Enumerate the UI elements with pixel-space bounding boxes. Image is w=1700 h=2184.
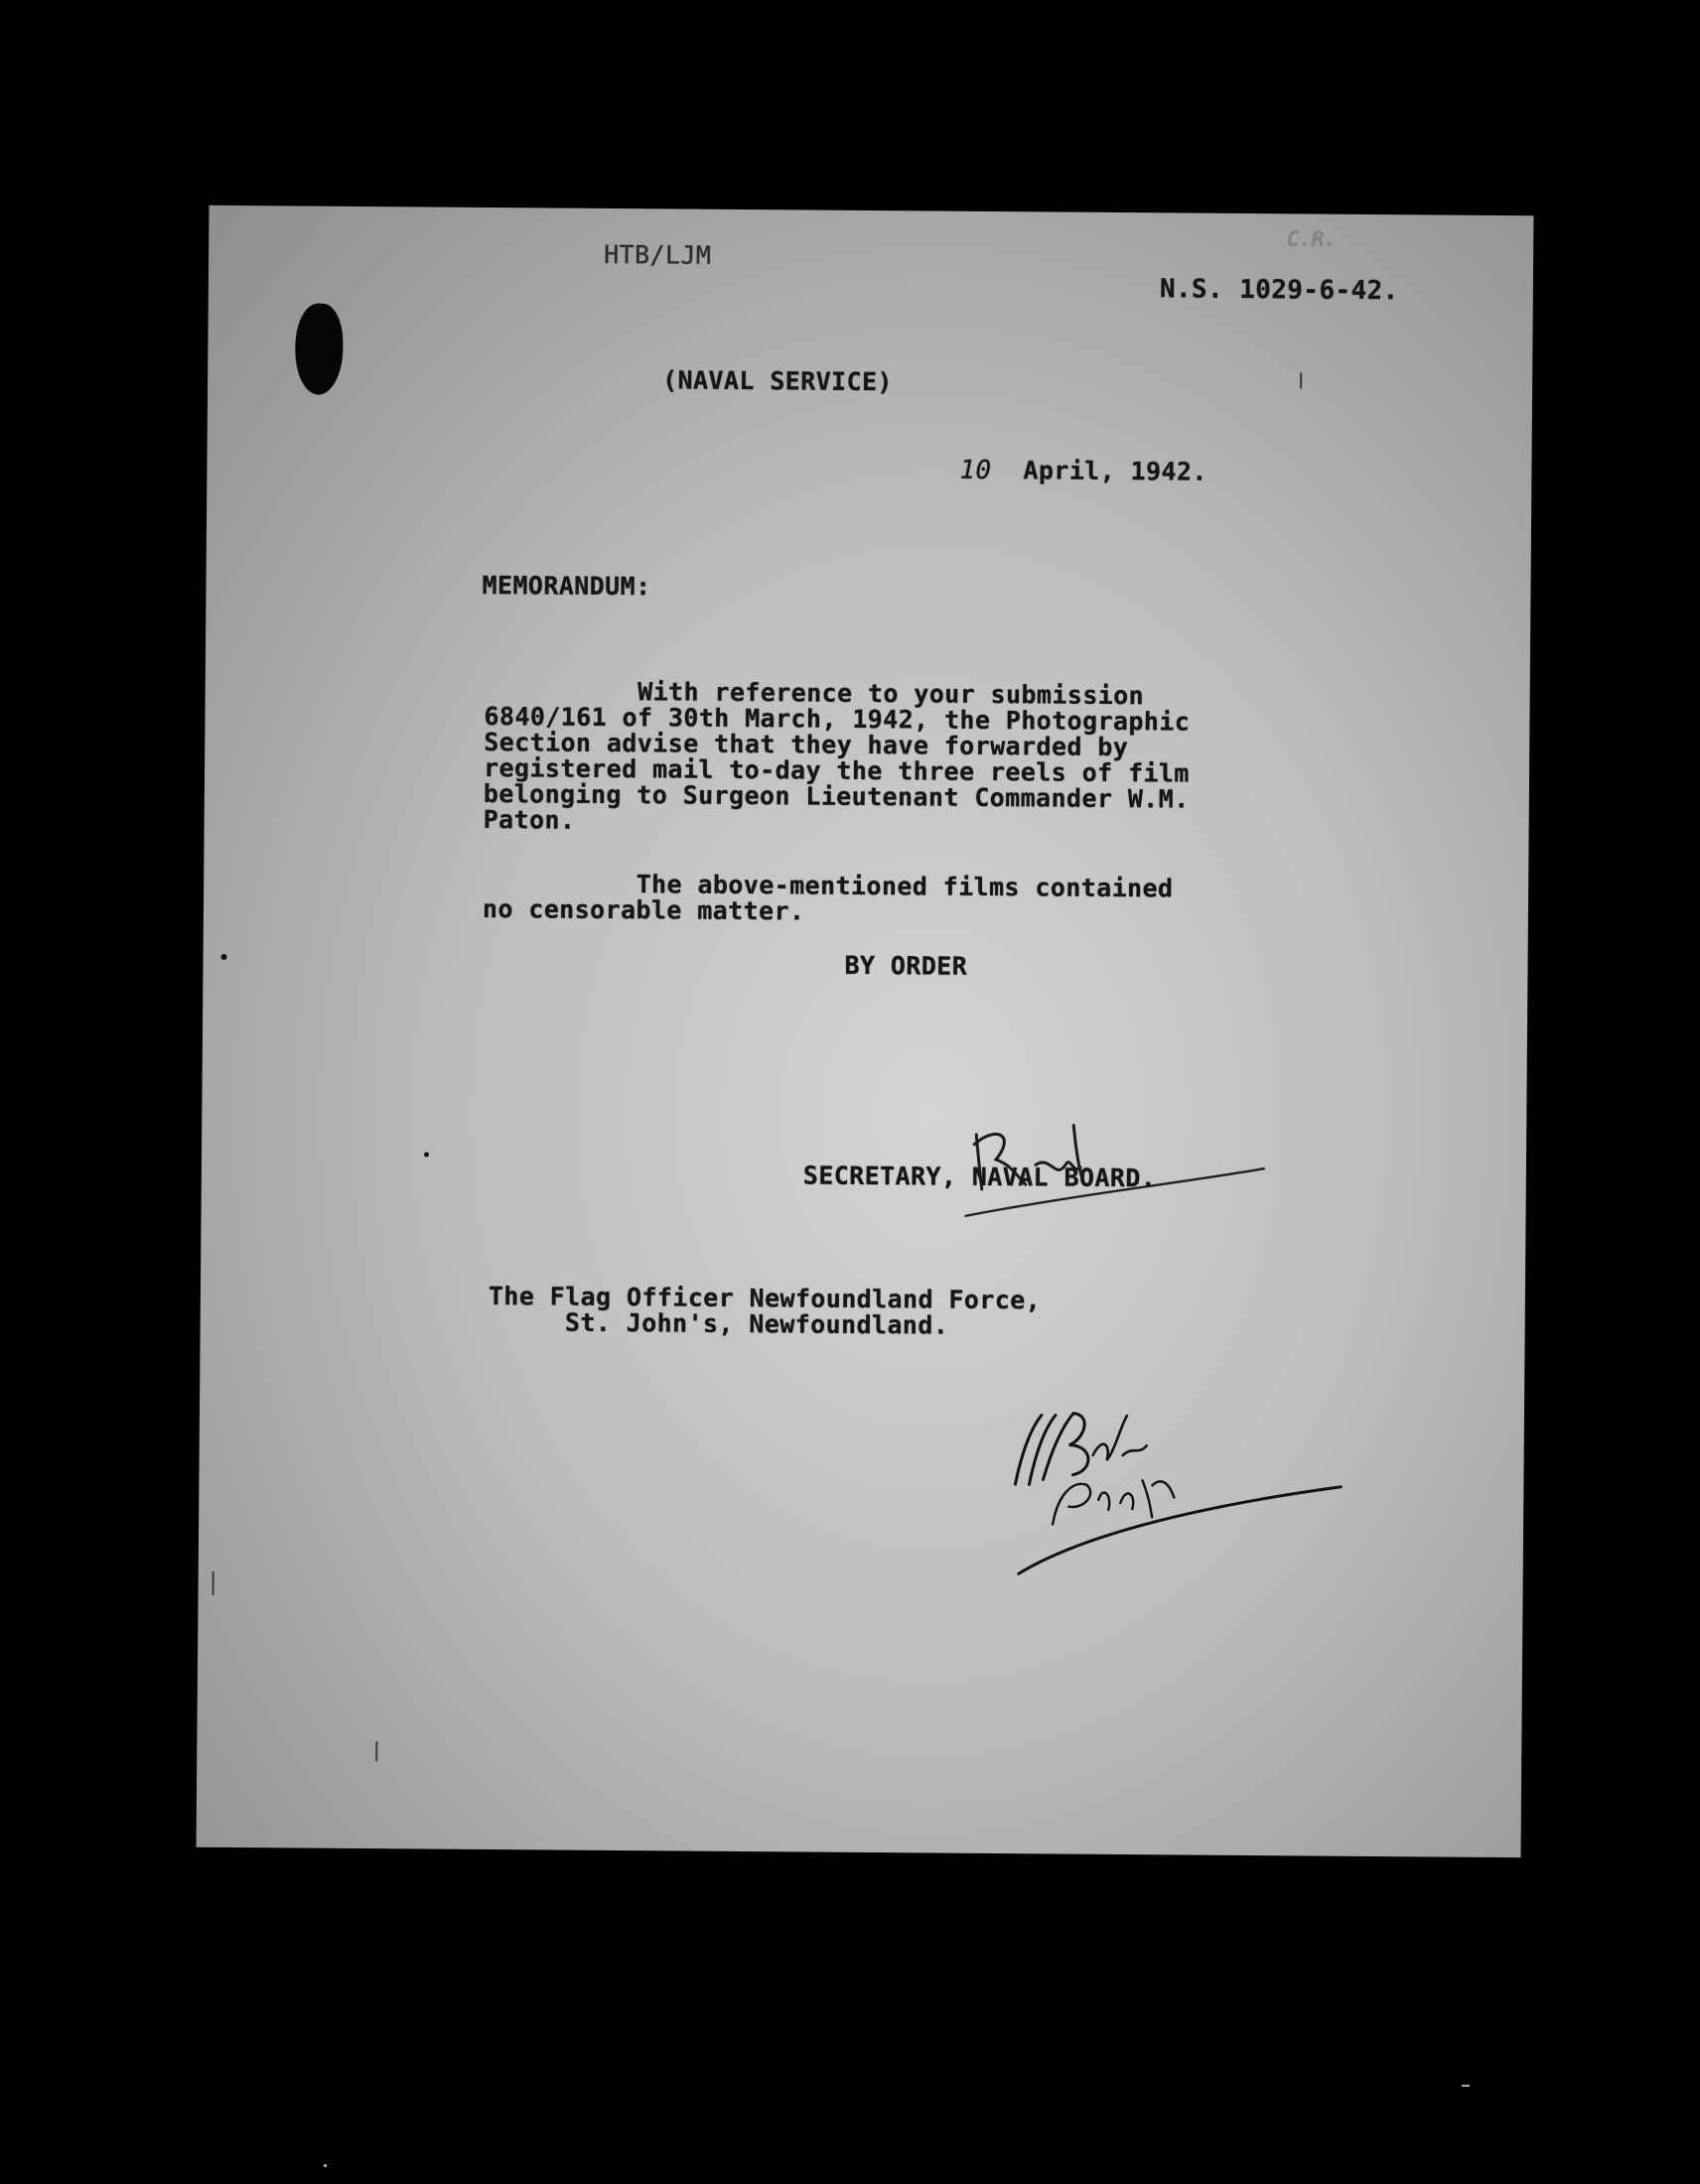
paragraph-2-line: no censorable matter. <box>482 893 805 926</box>
service-heading: (NAVAL SERVICE) <box>662 365 894 397</box>
memorandum-label: MEMORANDUM: <box>482 570 651 602</box>
corner-note: C.R. <box>1287 226 1338 251</box>
scan-mark <box>212 1571 214 1595</box>
memo-date: April, 1942. <box>1023 456 1207 486</box>
scan-mark <box>221 954 227 960</box>
paragraph-1-line: Paton. <box>483 804 576 835</box>
scan-mark <box>375 1741 377 1761</box>
by-order: BY ORDER <box>844 950 968 981</box>
signatory-title: SECRETARY, NAVAL BOARD. <box>802 1160 1157 1193</box>
paragraph-1-line: registered mail to-day the three reels of film <box>483 752 1190 788</box>
scan-mark <box>1300 372 1302 388</box>
document-page <box>197 205 1534 1857</box>
addressee-line: The Flag Officer Newfoundland Force, <box>488 1282 1042 1315</box>
addressee-line: St. John's, Newfoundland. <box>488 1307 949 1340</box>
paragraph-1-line: Section advise that they have forwarded by <box>484 727 1129 762</box>
date-day-handwritten: 10 <box>959 455 992 485</box>
punch-hole <box>295 303 344 394</box>
paragraph-1 <box>483 675 1191 839</box>
paragraph-1-line: With reference to your submission <box>484 675 1145 711</box>
handwritten-initials <box>1003 1385 1422 1586</box>
film-mark <box>1462 2085 1470 2087</box>
file-number: N.S. 1029-6-42. <box>1159 274 1399 307</box>
addressee <box>489 1284 1042 1339</box>
paragraph-1-line: belonging to Surgeon Lieutenant Commander W.M. <box>483 778 1190 814</box>
paragraph-2-line: The above-mentioned films contained <box>483 868 1174 903</box>
paragraph-2 <box>482 868 1174 927</box>
paragraph-1-line: 6840/161 of 30th March, 1942, the Photographic <box>484 701 1191 737</box>
reference-initials: HTB/LJM <box>604 239 712 270</box>
film-mark <box>324 2164 327 2167</box>
scan-mark <box>424 1153 429 1158</box>
